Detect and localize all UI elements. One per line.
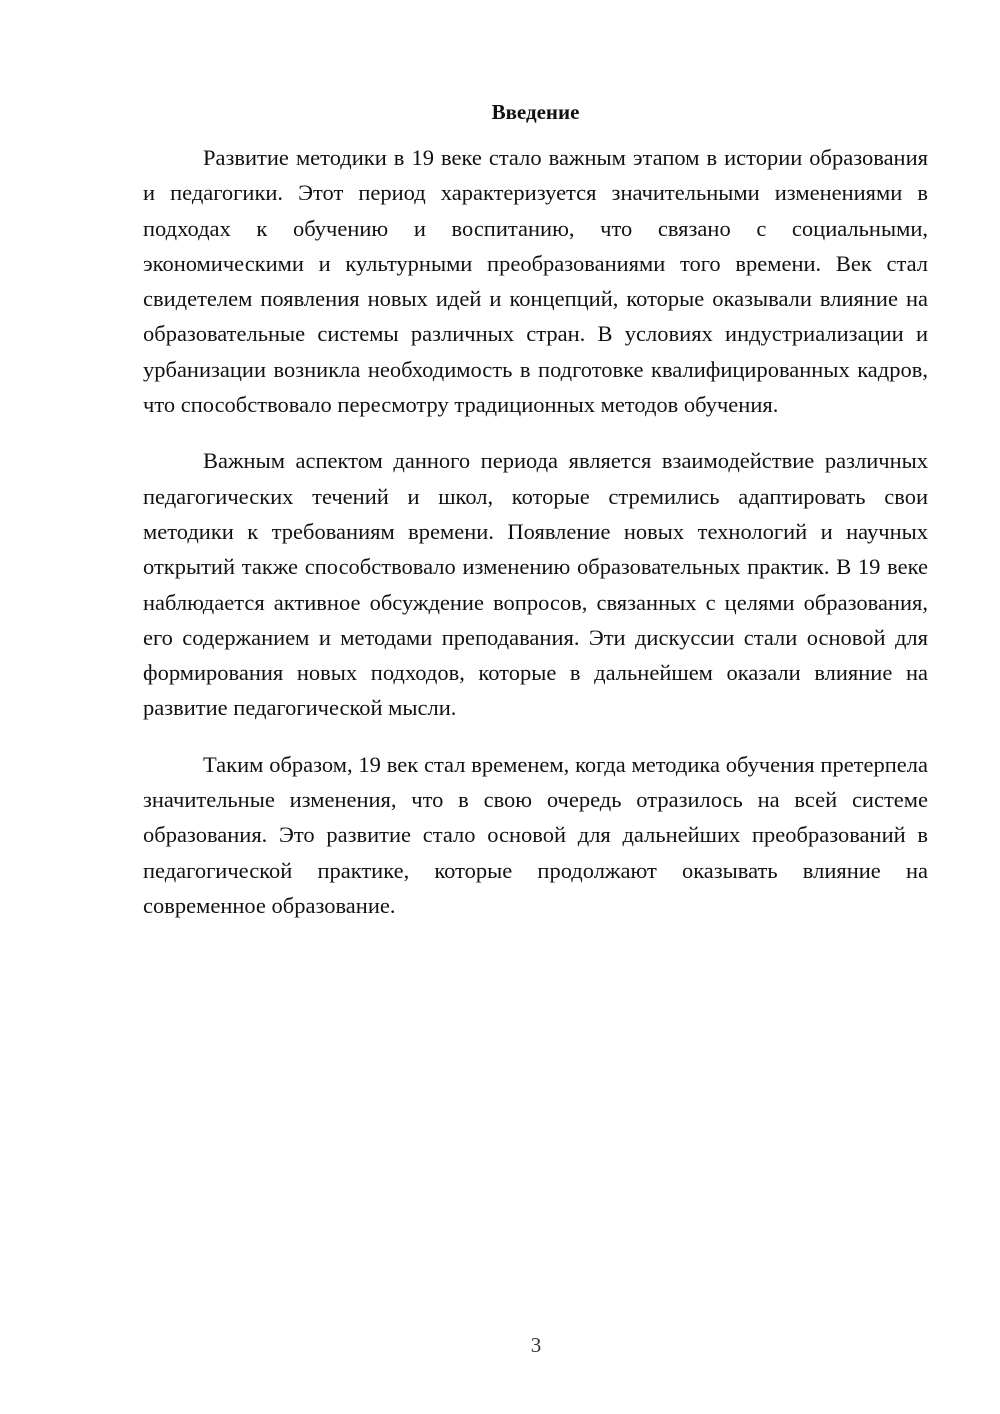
page-number: 3 bbox=[530, 1333, 542, 1357]
paragraph-3: Таким образом, 19 век стал временем, когда методика обучения претерпела значительные изменения, что в свою очередь отразилось на всей системе образования. Это развитие стало основой для дальнейших преобразований в педагогической практике, которые продолжают оказывать влияние на современное образование. bbox=[143, 751, 928, 918]
paragraph-1: Развитие методики в 19 веке стало важным этапом в истории образования и педагогики. Этот период характеризуется значительными изменениями в подходах к обучению и воспитанию, что связано с социальными, экономическими и культурными преобразованиями того времени. Век стал свидетелем появления новых идей и концепций, которые оказывали влияние на образовательные системы различных стран. В условиях индустриализации и урбанизации возникла необходимость в подготовке квалифицированных кадров, что способствовало пересмотру традиционных методов обучения. bbox=[143, 145, 928, 418]
section-title: Введение bbox=[491, 100, 580, 124]
page-content bbox=[143, 96, 928, 944]
paragraph-2: Важным аспектом данного периода является взаимодействие различных педагогических течений и школ, которые стремились адаптировать свои методики к требованиям времени. Появление новых технологий и научных открытий также способствовало изменению образовательных практик. В 19 веке наблюдается активное обсуждение вопросов, связанных с целями образования, его содержанием и методами преподавания. Эти дискуссии стали основой для формирования новых подходов, которые в дальнейшем оказали влияние на развитие педагогической мысли. bbox=[143, 448, 928, 721]
